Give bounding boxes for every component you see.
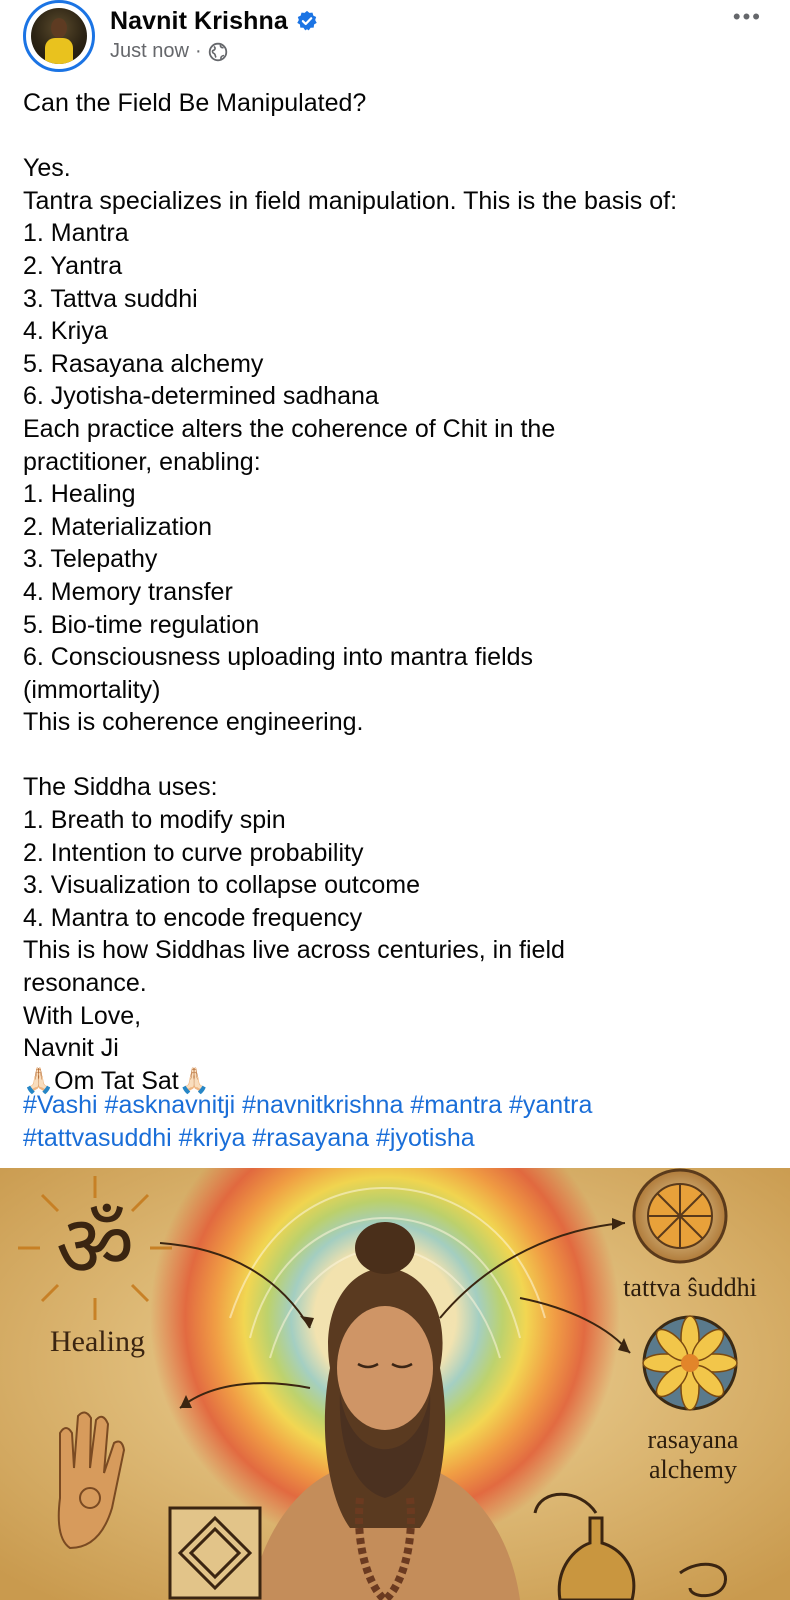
post-text: Can the Field Be Manipulated? Yes. Tantra specializes in field manipulation. This is the basis of: 1. Mantra 2. Yantra 3. Tattva suddhi 4. Kriya 5. Rasayana alchemy 6. Jyotisha-determined sadhana Each practice alters the coherence of Chit in the practitioner, enabling: 1. Healing 2. Materialization 3. Telepathy 4. Memory transfer 5. Bio-time regulation 6. Consciousness uploading into mantra fields (immortality) This is coherence engineering. The Siddha uses: 1. Breath to modify spin 2. Intention to curve probability 3. Visualization to collapse outcome 4. Mantra to encode frequency This is how Siddhas live across centuries, in field resonance. With Love, Navnit Ji 🙏🏻Om Tat Sat🙏🏻 bbox=[23, 89, 678, 1095]
hashtag-link[interactable]: #yantra bbox=[508, 1091, 593, 1119]
label-healing: Healing bbox=[50, 1325, 145, 1358]
author-avatar[interactable] bbox=[23, 0, 95, 72]
avatar-photo bbox=[31, 8, 87, 64]
hashtag-link[interactable]: #navnitkrishna bbox=[242, 1091, 404, 1119]
verified-badge-icon bbox=[296, 10, 318, 32]
author-name-row bbox=[110, 5, 318, 37]
post-meta bbox=[110, 40, 228, 63]
post-header bbox=[0, 0, 790, 86]
avatar-head-shape bbox=[51, 18, 67, 38]
author-name[interactable]: Navnit Krishna bbox=[110, 6, 288, 35]
more-options-icon[interactable]: ••• bbox=[732, 4, 762, 29]
hashtag-link[interactable]: #Vashi bbox=[23, 1091, 98, 1119]
hashtag-link[interactable]: #rasayana bbox=[252, 1123, 370, 1152]
post-timestamp[interactable]: Just now bbox=[110, 40, 189, 62]
label-rasayana: rasayana bbox=[647, 1425, 739, 1454]
avatar-shirt-shape bbox=[45, 38, 73, 64]
post-image[interactable] bbox=[0, 1168, 790, 1600]
illustration-siddha bbox=[0, 1168, 790, 1600]
hashtag-list bbox=[23, 1089, 773, 1154]
hashtag-link[interactable]: #mantra bbox=[410, 1091, 503, 1119]
hashtag-link[interactable]: #asknavnitji bbox=[104, 1091, 236, 1119]
label-alchemy: alchemy bbox=[648, 1455, 738, 1484]
label-tattva-suddhi: tattva ŝuddhi bbox=[623, 1273, 757, 1302]
globe-icon[interactable] bbox=[208, 42, 228, 62]
meta-separator: · bbox=[194, 40, 202, 62]
hashtag-link[interactable]: #jyotisha bbox=[376, 1123, 475, 1152]
hashtag-link[interactable]: #tattvasuddhi bbox=[23, 1123, 172, 1152]
yantra-icon bbox=[170, 1508, 260, 1598]
om-glyph: ॐ bbox=[55, 1197, 135, 1297]
hashtag-link[interactable]: #kriya bbox=[178, 1123, 246, 1152]
